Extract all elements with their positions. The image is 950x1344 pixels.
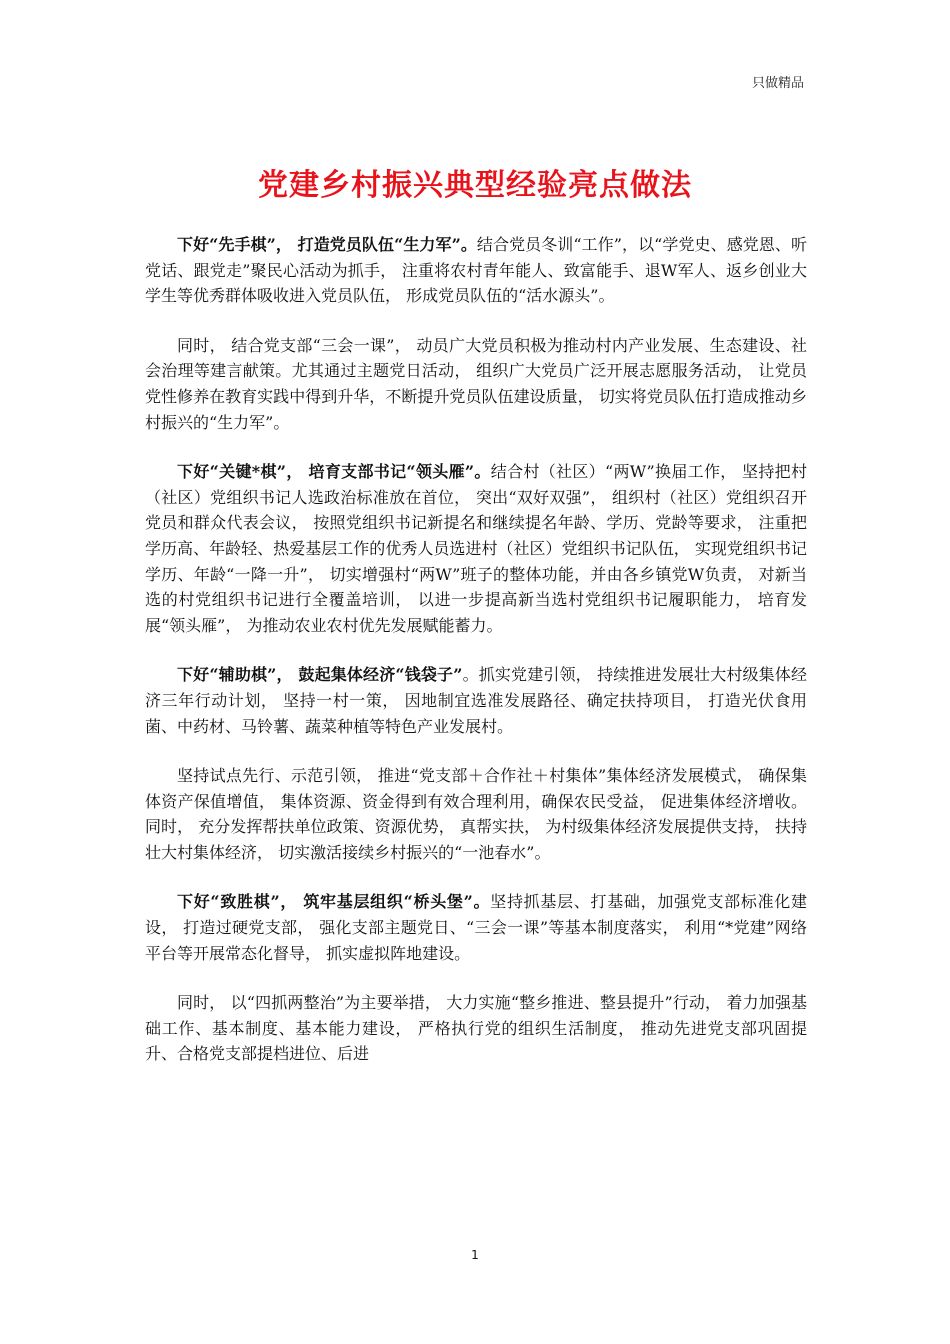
paragraph-text: 同时， 结合党支部“三会一课”， 动员广大党员积极为推动村内产业发展、生态建设、社会治理等建言献策。尤其通过主题党日活动， 组织广大党员广泛开展志愿服务活动， 让党员党性修养在教育实践中得到升华，不断提升党员队伍建设质量， 切实将党员队伍打造成推动乡村振兴的“生力军”。 [145, 335, 807, 432]
paragraph-text: 坚持抓基层、打基础，加强党支部标准化建设， 打造过硬党支部， 强化支部主题党日、“三会一课”等基本制度落实， 利用“*党建”网络平台等开展常态化督导， 抓实虚拟阵地建设。 [145, 892, 807, 963]
paragraph-text: 结合党员冬训“工作”，以“学党史、感党恩、听党话、跟党走”聚民心活动为抓手， 注重将农村青年能人、致富能手、退W军人、返乡创业大学生等优秀群体吸收进入党员队伍， 形成党员队伍的“活水源头”。 [145, 235, 807, 306]
document-body [145, 232, 807, 1091]
paragraph-text: 同时， 以“四抓两整治”为主要举措， 大力实施“整乡推进、整县提升”行动， 着力加强基础工作、基本制度、基本能力建设， 严格执行党的组织生活制度， 推动先进党支部巩固提升、合格党支部提档进位、后进 [145, 993, 807, 1064]
paragraph-lead: 下好“关键*棋”， 培育支部书记“领头雁”。 [177, 462, 491, 482]
paragraph-1 [145, 232, 807, 309]
paragraph-4 [145, 662, 807, 739]
paragraph-5 [145, 763, 807, 865]
paragraph-lead: 下好“辅助棋”， 鼓起集体经济“钱袋子” [177, 665, 463, 685]
paragraph-6 [145, 889, 807, 966]
paragraph-3 [145, 459, 807, 638]
paragraph-lead: 下好“致胜棋”， 筑牢基层组织“桥头堡”。 [177, 892, 491, 912]
paragraph-lead: 下好“先手棋”， 打造党员队伍“生力军”。 [177, 235, 477, 254]
paragraph-text: 结合村（社区）“两W”换届工作， 坚持把村（社区）党组织书记人选政治标准放在首位， 突出“双好双强”， 组织村（社区）党组织召开党员和群众代表会议， 按照党组织书记新提名和继续提名年龄、学历、党龄等要求， 注重把学历高、年龄轻、热爱基层工作的优秀人员选进村（社区）党组织书记队伍， 实现党组织书记学历、年龄“一降一升”， 切实增强村“两W”班子的整体功能，并由各乡镇党W负责， 对新当选的村党组织书记进行全覆盖培训， 以进一步提高新当选村党组织书记履职能力， 培育发展“领头雁”， 为推动农业农村优先发展赋能蓄力。 [145, 462, 807, 635]
paragraph-7 [145, 990, 807, 1067]
header-note: 只做精品 [751, 76, 804, 91]
paragraph-text: 。抓实党建引领， 持续推进发展壮大村级集体经济三年行动计划， 坚持一村一策， 因地制宜选准发展路径、确定扶持项目， 打造光伏食用菌、中药材、马铃薯、蔬菜种植等特色产业发展村。 [145, 665, 807, 736]
paragraph-text: 坚持试点先行、示范引领， 推进“党支部＋合作社＋村集体”集体经济发展模式， 确保集体资产保值增值， 集体资源、资金得到有效合理利用，确保农民受益， 促进集体经济增收。同时， 充分发挥帮扶单位政策、资源优势， 真帮实扶， 为村级集体经济发展提供支持， 扶持壮大村集体经济， 切实激活接续乡村振兴的“一池春水”。 [145, 766, 807, 862]
paragraph-2 [145, 333, 807, 435]
document-title: 党建乡村振兴典型经验亮点做法 [258, 168, 692, 203]
page-number: 1 [471, 1248, 479, 1262]
